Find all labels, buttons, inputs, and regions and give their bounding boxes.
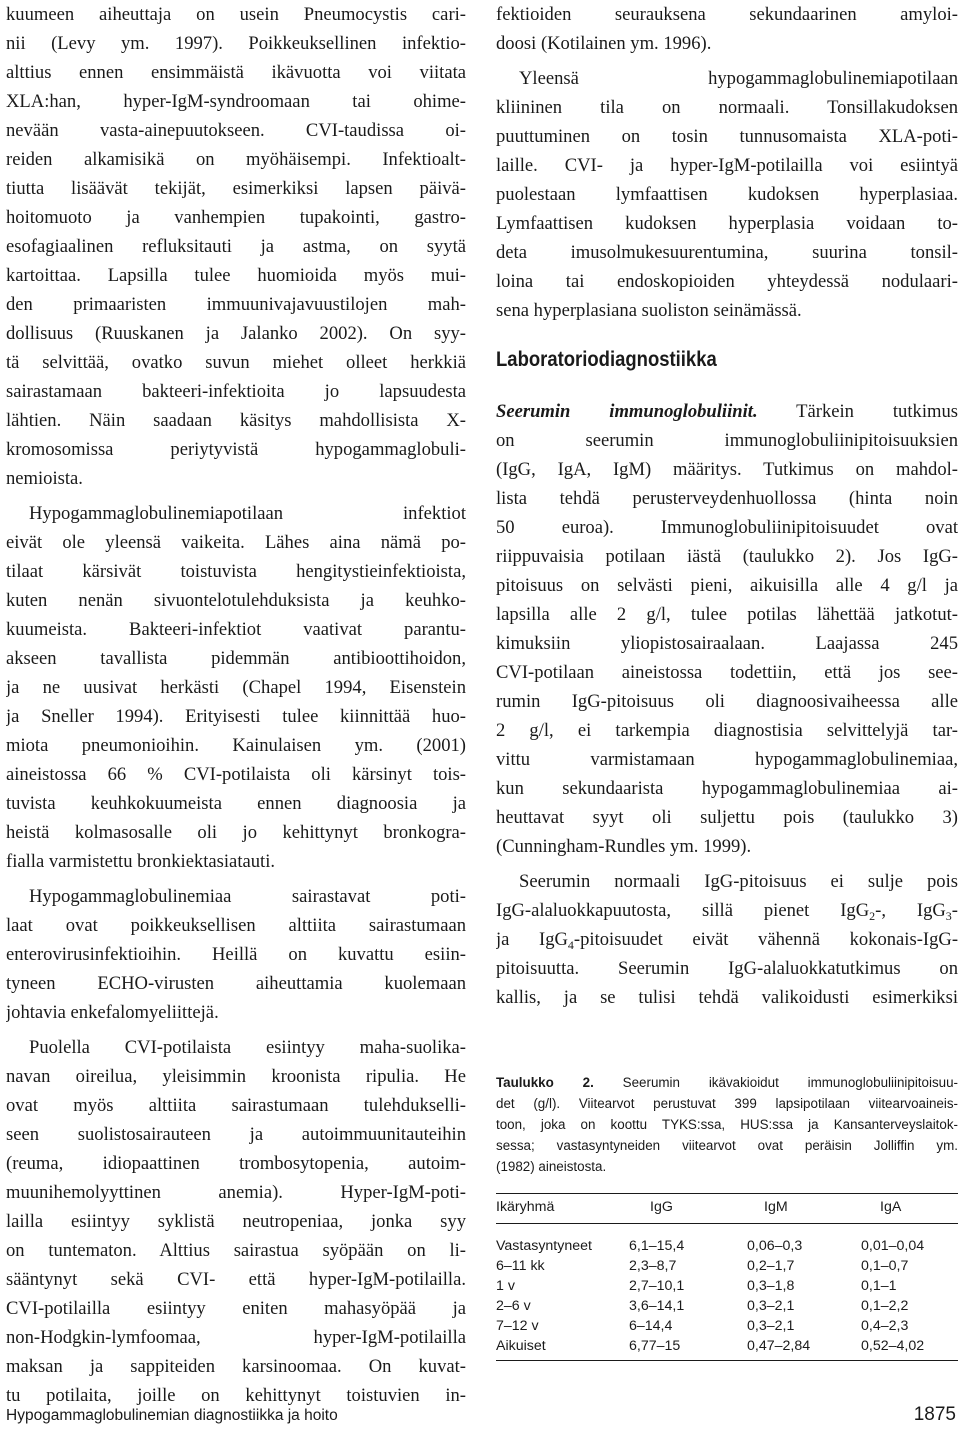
- table-body: [496, 1236, 958, 1356]
- table-cell: 0,52–4,02: [861, 1338, 925, 1354]
- table-header-row: [496, 1196, 958, 1218]
- caption-line: sessa; vastasyntyneiden viitearvot ovat peräisin Jolliffin ym.: [496, 1138, 958, 1153]
- table-cell: 2–6 v: [496, 1298, 531, 1314]
- body-line: vittu varmistamaan hypogammaglobulinemiaa,: [496, 749, 958, 770]
- body-line: kliininen tila on normaali. Tonsillakudoksen: [496, 97, 958, 118]
- body-line: ja Sneller 1994). Erityisesti tulee kiinnittää huo-: [6, 706, 466, 727]
- body-line: puuttuminen on tosin tunnusomaista XLA-poti-: [496, 126, 958, 147]
- body-line: 2 g/l, ei tarkempia diagnostisia selvittelyjä tar-: [496, 720, 958, 741]
- table-row: [496, 1336, 958, 1356]
- running-footer-title: Hypogammaglobulinemian diagnostiikka ja hoito: [6, 1407, 338, 1424]
- body-line: Yleensä hypogammaglobulinemiapotilaan: [519, 68, 958, 89]
- caption-line: toon, joka on koottu TYKS:ssa, HUS:ssa ja Kansanterveyslaitok-: [496, 1117, 958, 1132]
- body-line: puolestaan lymfaattisen kudoksen hyperplasiaa.: [496, 184, 958, 205]
- body-line: sääntynyt sekä CVI- että hyper-IgM-potilailla.: [6, 1269, 466, 1290]
- body-line: kun sekundaarista hypogammaglobulinemiaa ai-: [496, 778, 958, 799]
- body-line: alttius ennen ensimmäistä ikävuotta voi viitata: [6, 62, 466, 83]
- body-line: tyneen ECHO-virusten aiheuttamia kuolemaan: [6, 973, 466, 994]
- right-column-main: [496, 397, 958, 1012]
- body-line: kuumeista. Bakteeri-infektiot vaativat parantu-: [6, 619, 466, 640]
- section-heading: Laboratoriodiagnostiikka: [496, 348, 717, 371]
- table-cell: 6,77–15: [629, 1338, 681, 1354]
- body-line: johtavia enkefalomyeliittejä.: [6, 1002, 219, 1023]
- body-line: (reuma, idiopaattinen trombosytopenia, autoim-: [6, 1153, 466, 1174]
- table-cell: 6–14,4: [629, 1318, 673, 1334]
- body-line: kimuksiin yliopistosairaalaan. Laajassa 245: [496, 633, 958, 654]
- body-line: pitoisuus on selvästi pieni, aikuisilla alle 4 g/l ja: [496, 575, 958, 596]
- page-number: 1875: [913, 1404, 956, 1425]
- table-row: [496, 1276, 958, 1296]
- body-line: CVI-potilailla esiintyy eniten mahasyöpää ja: [6, 1298, 466, 1319]
- body-line: Puolella CVI-potilaista esiintyy maha-suolika-: [29, 1037, 466, 1058]
- table-cell: Vastasyntyneet: [496, 1238, 592, 1254]
- body-line: pitoisuutta. Seerumin IgG-alaluokkatutkimus on: [496, 958, 958, 979]
- body-line: 50 euroa). Immunoglobuliinipitoisuudet ovat: [496, 517, 958, 538]
- body-line: riippuvaisia potilaan iästä (taulukko 2). Jos IgG-: [496, 546, 958, 567]
- body-line: fialla varmistettu bronkiektasiatauti.: [6, 851, 276, 872]
- subheading: Seerumin immunoglobuliinit.: [496, 401, 758, 422]
- table-cell: 0,06–0,3: [747, 1238, 803, 1254]
- body-line: rumin IgG-pitoisuus oli diagnoosivaiheessa alle: [496, 691, 958, 712]
- table-cell: 6–11 kk: [496, 1258, 545, 1274]
- right-column-top: [496, 0, 958, 325]
- table-row: [496, 1236, 958, 1256]
- body-line: sairastamaan bakteeri-infektioita jo lapsuudesta: [6, 381, 466, 402]
- table-cell: 1 v: [496, 1278, 515, 1294]
- table-bottom-rule: [496, 1360, 958, 1361]
- body-line: kuten nenän sivuontelotulehduksista ja keuhko-: [6, 590, 466, 611]
- left-column: [6, 0, 466, 1410]
- table-cell: 0,47–2,84: [747, 1338, 811, 1354]
- table-cell: 0,3–2,1: [747, 1318, 795, 1334]
- body-line: tiutta lisäävät tekijät, esimerkiksi lapsen päivä-: [6, 178, 466, 199]
- table-cell: 0,1–1: [861, 1278, 897, 1294]
- table-top-rule: [496, 1193, 958, 1194]
- header-igg: IgG: [650, 1199, 673, 1215]
- table-row: [496, 1296, 958, 1316]
- body-line: tu potilaita, joille on kehittynyt toistuvien in-: [6, 1385, 466, 1406]
- table-cell: 0,4–2,3: [861, 1318, 909, 1334]
- body-line: hoitomuoto ja vanhempien tupakointi, gastro-: [6, 207, 466, 228]
- table-cell: 3,6–14,1: [629, 1298, 685, 1314]
- table-row: [496, 1256, 958, 1276]
- table-cell: 0,1–0,7: [861, 1258, 909, 1274]
- body-line: dollisuus (Ruuskanen ja Jalanko 2002). On syy-: [6, 323, 466, 344]
- table-header-rule: [496, 1223, 958, 1224]
- table-cell: 7–12 v: [496, 1318, 539, 1334]
- body-line: CVI-potilaan aineistossa todettiin, että jos see-: [496, 662, 958, 683]
- body-line: on tuntematon. Alttius sairastua syöpään on li-: [6, 1240, 466, 1261]
- caption-line: Taulukko 2. Seerumin ikävakioidut immunoglobuliinipitoisuu-: [496, 1075, 958, 1090]
- body-line: seen suolistosairauteen ja autoimmuunitauteihin: [6, 1124, 466, 1145]
- body-line: Hypogammaglobulinemiapotilaan infektiot: [29, 503, 466, 524]
- body-line: deta imusolmukesuurentumina, suurina tonsil-: [496, 242, 958, 263]
- table-cell: 2,7–10,1: [629, 1278, 685, 1294]
- table-cell: 6,1–15,4: [629, 1238, 685, 1254]
- body-line: kartoittaa. Lapsilla tulee huomioida myös mui-: [6, 265, 466, 286]
- body-line: nemioista.: [6, 468, 83, 489]
- body-line: tilaat kärsivät toistuvista hengitystieinfektioista,: [6, 561, 466, 582]
- body-line: ja IgG$_4$-pitoisuudet eivät vähennä kokonais-IgG-: [496, 929, 958, 952]
- reference-table: [496, 1196, 958, 1218]
- body-line: nii (Levy ym. 1997). Poikkeuksellinen infektio-: [6, 33, 466, 54]
- body-line: loina tai endoskopioiden yhteydessä nodulaari-: [496, 271, 958, 292]
- table-cell: 0,01–0,04: [861, 1238, 925, 1254]
- table-cell: Aikuiset: [496, 1338, 546, 1354]
- table-cell: 0,1–2,2: [861, 1298, 909, 1314]
- body-line: ja ne uusivat herkästi (Chapel 1994, Eisenstein: [6, 677, 466, 698]
- body-line: navan oireilua, yleisimmin kroonista ripulia. He: [6, 1066, 466, 1087]
- body-line: akseen tavallista pidemmän antibioottihoidon,: [6, 648, 466, 669]
- body-line: laille. CVI- ja hyper-IgM-potilailla voi esiintyä: [496, 155, 958, 176]
- body-line: miota pneumonioihin. Kainulaisen ym. (2001): [6, 735, 466, 756]
- body-line: enterovirusinfektioihin. Heillä on kuvattu esiin-: [6, 944, 466, 965]
- body-line: kuumeen aiheuttaja on usein Pneumocystis cari-: [6, 4, 466, 25]
- caption-line: det (g/l). Viitearvot perustuvat 399 lapsipotilaan viitearvoaineis-: [496, 1096, 958, 1111]
- body-line: (Cunningham-Rundles ym. 1999).: [496, 836, 752, 857]
- body-line: aineistossa 66 % CVI-potilaista oli kärsinyt tois-: [6, 764, 466, 785]
- header-age-group: Ikäryhmä: [496, 1199, 555, 1215]
- body-line: lapsilla alle 2 g/l, tulee potilas lähettää jatkotut-: [496, 604, 958, 625]
- right-main-lines: [496, 426, 958, 861]
- table-cell: 0,3–1,8: [747, 1278, 795, 1294]
- body-line: reiden alkamisikä on myöhäisempi. Infektioalt-: [6, 149, 466, 170]
- body-line: ovat myös alttiita sairastumaan tulehdukselli-: [6, 1095, 466, 1116]
- header-iga: IgA: [880, 1199, 902, 1215]
- body-line: maksan ja sappiteiden karsinoomaa. On kuvat-: [6, 1356, 466, 1377]
- body-line: kallis, ja se tulisi tehdä valikoidusti esimerkiksi: [496, 987, 958, 1008]
- caption-label: Taulukko 2.: [496, 1075, 594, 1090]
- body-line: lista tehdä perusterveydenhuollossa (hinta noin: [496, 488, 958, 509]
- body-line: on seerumin immunoglobuliinipitoisuuksien: [496, 430, 958, 451]
- table-caption: [496, 1072, 958, 1177]
- body-line: IgG-alaluokkapuutosta, sillä pienet IgG$_2$-, IgG$_3$-: [496, 900, 958, 923]
- table-row: [496, 1316, 958, 1336]
- table-cell: 0,2–1,7: [747, 1258, 795, 1274]
- body-line: laat ovat poikkeuksellisen alttiita sairastumaan: [6, 915, 466, 936]
- body-line: eivät ole yleensä vaikeita. Lähes aina nämä po-: [6, 532, 466, 553]
- body-line: kromosomissa periytyvistä hypogammaglobuli-: [6, 439, 466, 460]
- caption-line: (1982) aineistosta.: [496, 1159, 607, 1174]
- body-line: den primaaristen immuunivajavuustilojen mah-: [6, 294, 466, 315]
- body-line: lähtien. Näin saadaan käsitys mahdollisista X-: [6, 410, 466, 431]
- body-line: tä selvittää, ovatko suvun miehet olleet herkkiä: [6, 352, 466, 373]
- body-line: Seerumin immunoglobuliinit. Tärkein tutkimus: [496, 401, 958, 422]
- body-line: Lymfaattisen kudoksen hyperplasia voidaan to-: [496, 213, 958, 234]
- body-line: non-Hodgkin-lymfoomaa, hyper-IgM-potilailla: [6, 1327, 466, 1348]
- body-line: (IgG, IgA, IgM) määritys. Tutkimus on mahdol-: [496, 459, 958, 480]
- body-line: sena hyperplasiana suoliston seinämässä.: [496, 300, 802, 321]
- table-cell: 2,3–8,7: [629, 1258, 677, 1274]
- body-line: nevään vasta-ainepuutokseen. CVI-taudissa oi-: [6, 120, 466, 141]
- body-line: heistä kolmasosalle oli jo kehittynyt bronkogra-: [6, 822, 466, 843]
- body-line: XLA:han, hyper-IgM-syndroomaan tai ohime-: [6, 91, 466, 112]
- body-line: muunihemolyyttinen anemia). Hyper-IgM-poti-: [6, 1182, 466, 1203]
- body-line: fektioiden seurauksena sekundaarinen amyloi-: [496, 4, 958, 25]
- table-cell: 0,3–2,1: [747, 1298, 795, 1314]
- body-line: esofagiaalinen refluksitauti ja astma, on syytä: [6, 236, 466, 257]
- body-line: doosi (Kotilainen ym. 1996).: [496, 33, 712, 54]
- body-line: lailla esiintyy syklistä neutropeniaa, jonka syy: [6, 1211, 466, 1232]
- body-line: Seerumin normaali IgG-pitoisuus ei sulje pois: [519, 871, 958, 892]
- body-line: tuvista keuhkokuumeista ennen diagnoosia ja: [6, 793, 466, 814]
- body-line: heuttavat syyt oli suljettu pois (taulukko 3): [496, 807, 958, 828]
- header-igm: IgM: [764, 1199, 788, 1215]
- body-line: Hypogammaglobulinemiaa sairastavat poti-: [29, 886, 466, 907]
